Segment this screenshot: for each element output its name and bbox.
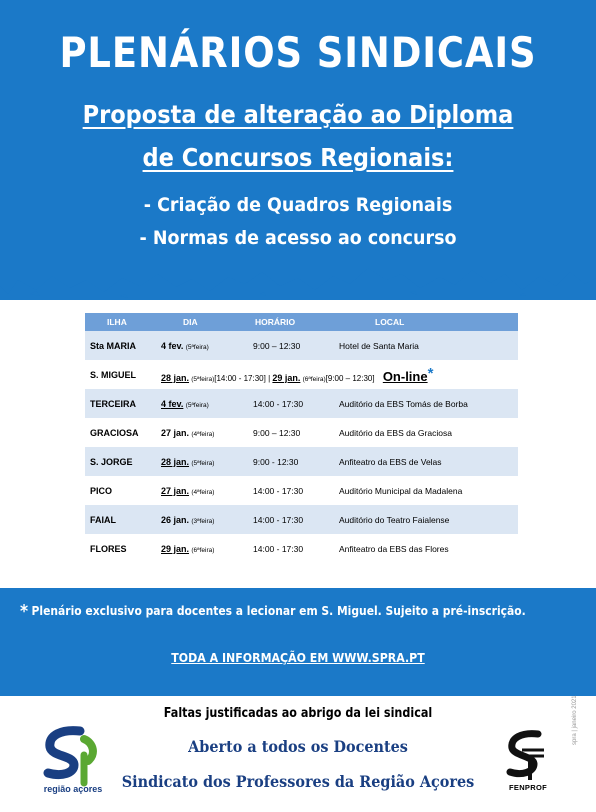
cell-dia — [157, 331, 245, 360]
weekday-text: (4ªfeira) — [191, 430, 215, 438]
cell-ilha: FLORES — [85, 534, 157, 563]
table-header-row — [85, 313, 518, 331]
table-row — [85, 534, 518, 563]
cell-ilha: PICO — [85, 476, 157, 505]
weekday2-text: (6ªfeira) — [302, 376, 326, 383]
dia2-text: 29 jan. — [272, 373, 301, 383]
cell-local: Auditório Municipal da Madalena — [335, 476, 518, 505]
subtitle-line-2: de Concursos Regionais: — [142, 143, 454, 172]
exclusive-note — [20, 601, 526, 622]
cell-horario: 9:00 – 12:30 — [245, 418, 335, 447]
ilha-text: Sta MARIA — [90, 340, 137, 351]
cell-ilha: FAIAL — [85, 505, 157, 534]
table-row — [85, 418, 518, 447]
note-asterisk: * — [20, 601, 29, 622]
cell-local: Hotel de Santa Maria — [335, 331, 518, 360]
col-header-ilha: ILHA — [85, 313, 157, 331]
weekday-text: (6ªfeira) — [191, 546, 215, 554]
bullet-normas: - Normas de acesso ao concurso — [139, 227, 457, 249]
cell-dia — [157, 418, 245, 447]
note-text: Plenário exclusivo para docentes a lecionar em S. Miguel. Sujeito a pré-inscrição. — [31, 603, 526, 618]
table-row — [85, 505, 518, 534]
schedule-table — [85, 313, 518, 563]
dia-text: 26 jan. — [161, 514, 190, 525]
table-row — [85, 389, 518, 418]
dia-text: 28 jan. — [161, 456, 190, 467]
horario-text: [14:00 - 17:30] | — [214, 374, 271, 383]
dia-text: 27 jan. — [161, 485, 190, 496]
col-header-dia: DIA — [157, 313, 245, 331]
cell-sao-miguel-schedule — [157, 360, 518, 389]
logo-right-label: FENPROF — [509, 783, 547, 792]
side-tag: spra | janeiro 2021 — [572, 695, 578, 745]
cell-dia — [157, 476, 245, 505]
table-row — [85, 447, 518, 476]
cell-local: Anfiteatro da EBS das Flores — [335, 534, 518, 563]
weekday-text: (5ªfeira) — [185, 343, 209, 351]
cell-local: Anfiteatro da EBS de Velas — [335, 447, 518, 476]
cell-ilha: S. JORGE — [85, 447, 157, 476]
faltas-text: Faltas justificadas ao abrigo da lei sindical — [163, 706, 433, 721]
weekday-text: (4ªfeira) — [191, 488, 215, 496]
aberto-text: Aberto a todos os Docentes — [188, 737, 408, 756]
cell-dia — [157, 389, 245, 418]
cell-ilha: TERCEIRA — [85, 389, 157, 418]
col-header-local: LOCAL — [335, 313, 518, 331]
sindicato-name: Sindicato dos Professores da Região Açores — [121, 772, 475, 791]
dia-text: 4 fev. — [161, 340, 184, 351]
cell-dia — [157, 505, 245, 534]
logo-left-label: região açores — [43, 784, 103, 794]
dia-text: 28 jan. — [161, 373, 190, 383]
cell-horario: 9:00 – 12:30 — [245, 331, 335, 360]
weekday-text: (5ªfeira) — [191, 459, 215, 467]
cell-horario: 9:00 - 12:30 — [245, 447, 335, 476]
weekday-text: (5ªfeira) — [185, 401, 209, 409]
cell-horario: 14:00 - 17:30 — [245, 389, 335, 418]
dia-text: 29 jan. — [161, 543, 190, 554]
dia-text: 27 jan. — [161, 427, 190, 438]
horario2-text: [9:00 – 12:30] — [325, 374, 375, 383]
cell-horario: 14:00 - 17:30 — [245, 534, 335, 563]
weekday-text: (5ªfeira) — [191, 376, 215, 383]
cell-ilha — [85, 331, 157, 360]
cell-horario: 14:00 - 17:30 — [245, 505, 335, 534]
subtitle-line-1: Proposta de alteração ao Diploma — [82, 100, 514, 129]
online-label: On-line — [382, 369, 428, 384]
cell-ilha: S. MIGUEL — [85, 360, 157, 389]
cell-dia — [157, 534, 245, 563]
table-row — [85, 331, 518, 360]
cell-local: Auditório do Teatro Faialense — [335, 505, 518, 534]
table-row — [85, 360, 518, 389]
cell-local: Auditório da EBS da Graciosa — [335, 418, 518, 447]
cell-horario: 14:00 - 17:30 — [245, 476, 335, 505]
fenprof-logo-icon — [504, 730, 548, 782]
online-asterisk: * — [427, 365, 434, 382]
cell-local: Auditório da EBS Tomás de Borba — [335, 389, 518, 418]
bullet-quadros: - Criação de Quadros Regionais — [143, 194, 453, 216]
website-link[interactable]: TODA A INFORMAÇÃO EM WWW.SPRA.PT — [171, 650, 425, 665]
weekday-text: (3ªfeira) — [191, 517, 215, 525]
dia-text: 4 fev. — [161, 398, 184, 409]
cell-ilha: GRACIOSA — [85, 418, 157, 447]
cell-dia — [157, 447, 245, 476]
torn-edge-decoration — [0, 250, 596, 310]
spra-logo-icon — [40, 725, 100, 787]
poster-title: PLENÁRIOS SINDICAIS — [59, 28, 537, 77]
table-row — [85, 476, 518, 505]
col-header-horario: HORÁRIO — [245, 313, 335, 331]
